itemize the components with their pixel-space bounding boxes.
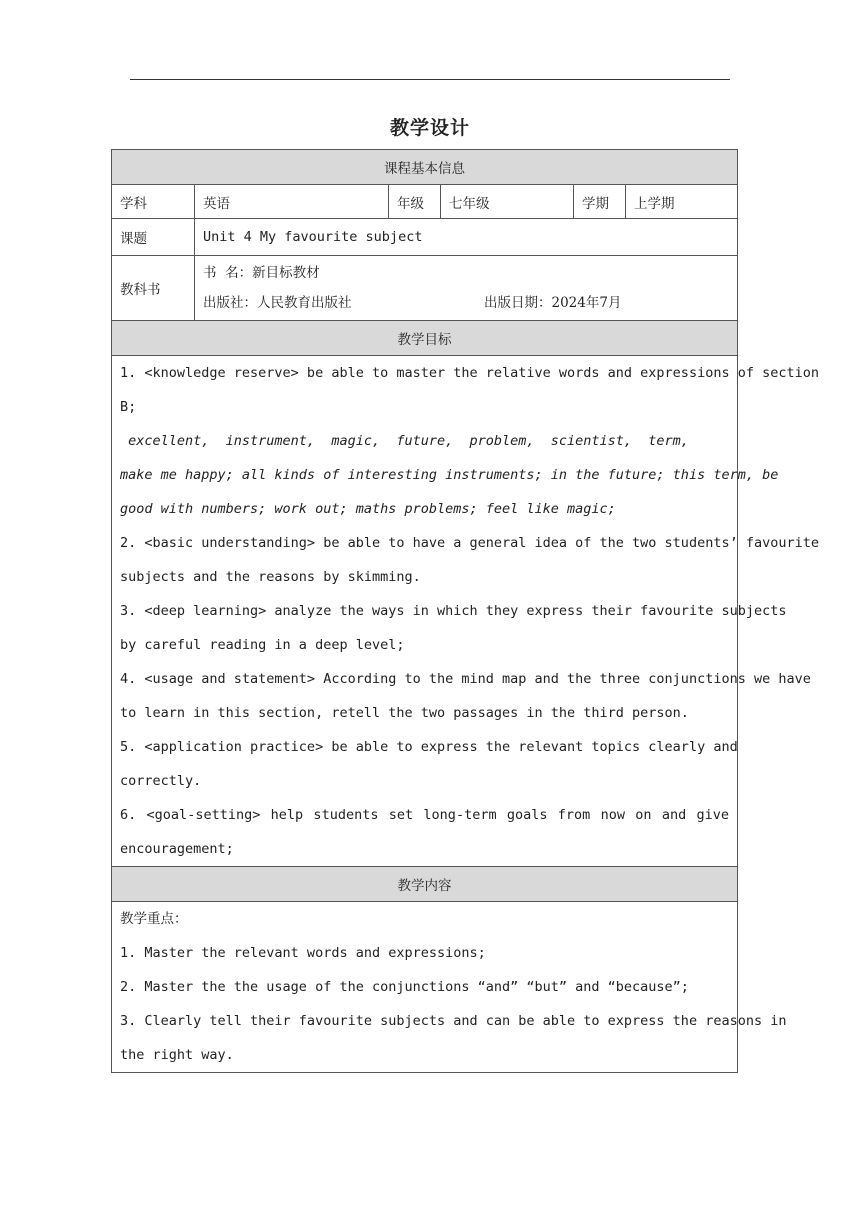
objective-line: 6. <goal-setting> help students set long-term goals from now on and give (120, 807, 730, 823)
vocab-line: make me happy; all kinds of interesting instruments; in the future; this term, be (120, 467, 779, 483)
content-line: 1. Master the relevant words and expressions; (120, 945, 486, 961)
content-row (112, 902, 738, 1073)
objective-line: subjects and the reasons by skimming. (120, 569, 421, 585)
topic-value: Unit 4 My favourite subject (195, 219, 738, 256)
objectives-row (112, 356, 738, 867)
vocab-line: excellent, instrument, magic, future, problem, scientist, term, (120, 433, 689, 449)
basic-info-header: 课程基本信息 (112, 150, 738, 185)
content-line: 3. Clearly tell their favourite subjects and can be able to express the reasons in (120, 1013, 787, 1029)
subject-label: 学科 (112, 185, 195, 219)
publisher: 出版社：人民教育出版社 (203, 295, 352, 311)
lesson-plan-table (111, 149, 819, 1073)
topic-label: 课题 (112, 219, 195, 256)
textbook-label: 教科书 (112, 256, 195, 321)
objective-line: B; (120, 399, 137, 415)
content-header: 教学内容 (112, 867, 738, 902)
grade-value: 七年级 (441, 185, 574, 219)
publisher-line (203, 288, 729, 318)
textbook-row (112, 256, 738, 321)
term-label: 学期 (574, 185, 626, 219)
objectives-body (112, 356, 819, 867)
objective-line: 2. <basic understanding> be able to have a general idea of the two students’ favourite (120, 535, 819, 551)
page-title: 教学设计 (389, 117, 470, 139)
subject-value: 英语 (195, 185, 389, 219)
content-line: the right way. (120, 1047, 234, 1063)
objective-line: encouragement; (120, 841, 234, 857)
objective-line: 5. <application practice> be able to express the relevant topics clearly and (120, 739, 738, 755)
book-name: 书 名：新目标教材 (203, 265, 320, 281)
content-body (112, 902, 787, 1073)
objective-line: 1. <knowledge reserve> be able to master the relative words and expressions of section (120, 365, 819, 381)
objective-line: correctly. (120, 773, 202, 789)
objective-line: 3. <deep learning> analyze the ways in which they express their favourite subjects (120, 603, 787, 619)
grade-label: 年级 (389, 185, 441, 219)
vocab-line: good with numbers; work out; maths problems; feel like magic; (120, 501, 616, 517)
content-line: 2. Master the the usage of the conjunctions “and” “but” and “because”; (120, 979, 689, 995)
key-points-heading: 教学重点： (120, 911, 188, 927)
objective-line: by careful reading in a deep level; (120, 637, 405, 653)
objective-line: 4. <usage and statement> According to the mind map and the three conjunctions we have (120, 671, 811, 687)
term-value: 上学期 (626, 185, 738, 219)
basic-info-row (112, 185, 738, 219)
objective-line: to learn in this section, retell the two passages in the third person. (120, 705, 689, 721)
topic-row (112, 219, 738, 256)
publish-date: 出版日期：2024年7月 (484, 295, 622, 311)
header-rule (130, 79, 730, 80)
objectives-header: 教学目标 (112, 321, 738, 356)
textbook-info (195, 256, 738, 321)
